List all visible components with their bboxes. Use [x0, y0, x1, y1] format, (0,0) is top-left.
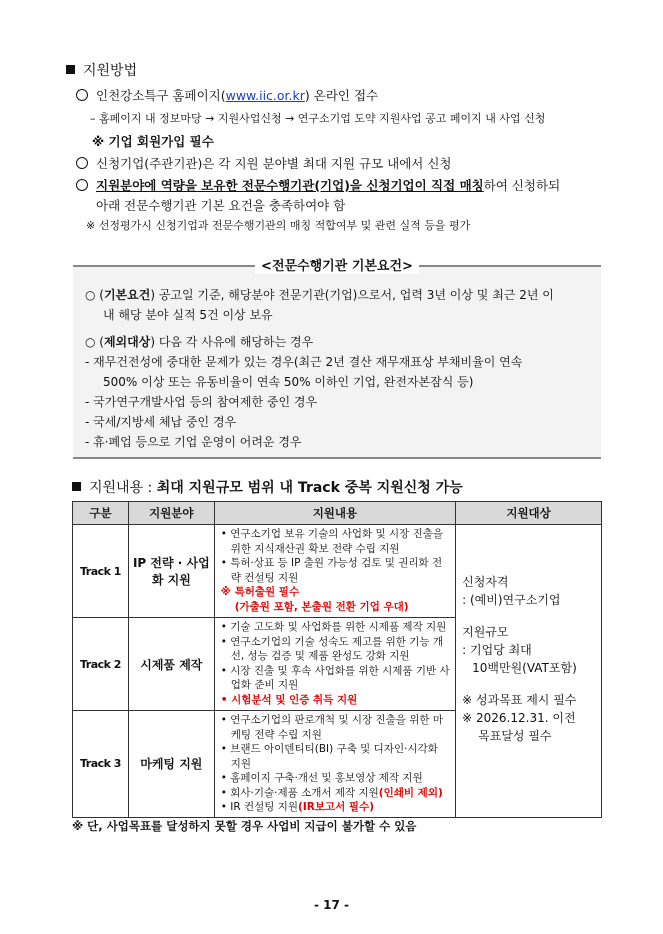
method-item-3: 지원분야에 역량을 보유한 전문수행기관(기업)을 신청기업이 직접 매칭하여 신청하되 — [76, 176, 560, 194]
section-support-content-title: 지원내용 : 최대 지원규모 범위 내 Track 중복 지원신청 가능 — [72, 477, 463, 497]
exclusion-item: - 국세/지방세 체납 중인 경우 — [85, 415, 237, 429]
circle-bullet-icon — [76, 157, 88, 169]
table-header-row — [73, 502, 602, 525]
track-content: • 연구소기업의 판로개척 및 시장 진출을 위한 마케팅 전략 수립 지원 • 브랜드 아이덴티티(BI) 구축 및 디자인·시각화 지원 • 홈페이지 구축·개선 및 홍보영상 제작 지원 • 회사·기술·제품 소개서 제작 지원(인쇄비 제외) • IR 컨설팅 지원(IR보고서 필수) — [214, 711, 455, 818]
method-item-1-note: ※ 기업 회원가입 필수 — [92, 134, 214, 149]
homepage-link[interactable]: www.iic.or.kr — [225, 88, 305, 103]
exclusion-item: - 국가연구개발사업 등의 참여제한 중인 경우 — [85, 395, 318, 409]
header-target: 지원대상 — [456, 502, 602, 525]
footnote: ※ 단, 사업목표를 달성하지 못할 경우 사업비 지급이 불가할 수 있음 — [72, 819, 417, 833]
method-item-2: 신청기업(주관기관)은 각 지원 분야별 최대 지원 규모 내에서 신청 — [76, 154, 452, 172]
exclusion-heading: ○ (제외대상) 다음 각 사유에 해당하는 경우 — [85, 335, 314, 349]
exclusion-item: - 재무건전성에 중대한 문제가 있는 경우(최근 2년 결산 재무재표상 부채비율이 연속 — [85, 355, 523, 369]
basic-requirement: ○ (기본요건) 공고일 기준, 해당분야 전문기관(기업)으로서, 업력 3년 이상 및 최근 2년 이 — [85, 288, 554, 302]
field-label: IP 전략 · 사업화 지원 — [128, 525, 214, 618]
requirements-box — [73, 259, 601, 459]
track-label: Track 1 — [73, 525, 129, 618]
track-label: Track 2 — [73, 618, 129, 711]
track-content: • 연구소기업 보유 기술의 사업화 및 시장 진출을 위한 지식재산권 확보 전략 수립 지원 • 특허·상표 등 IP 출원 가능성 검토 및 권리화 전략 컨설팅 지원 ※ 특허출원 필수 (가출원 포함, 본출원 전환 기업 우대) — [214, 525, 455, 618]
field-label: 시제품 제작 — [128, 618, 214, 711]
circle-bullet-icon — [76, 89, 88, 101]
square-bullet-icon — [72, 482, 81, 491]
target-cell: 신청자격 : (예비)연구소기업 지원규모 : 기업당 최대 10백만원(VAT포함) ※ 성과목표 제시 필수 ※ 2026.12.31. 이전 목표달성 필수 — [456, 525, 602, 818]
track-label: Track 3 — [73, 711, 129, 818]
evaluation-note: ※ 선정평가시 신청기업과 전문수행기관의 매칭 적합여부 및 관련 실적 등을 평가 — [86, 219, 471, 232]
header-field: 지원분야 — [128, 502, 214, 525]
method-item-1-sub: – 홈페이지 내 정보마당 → 지원사업신청 → 연구소기업 도약 지원사업 공고 페이지 내 사업 신청 — [90, 112, 546, 125]
method-item-1: 인천강소특구 홈페이지(www.iic.or.kr) 온라인 접수 — [76, 86, 378, 104]
page-number: - 17 - — [313, 898, 349, 912]
method-item-3-line2: 아래 전문수행기관 기본 요건을 충족하여야 함 — [96, 198, 346, 213]
support-table — [72, 501, 602, 818]
header-category: 구분 — [73, 502, 129, 525]
section-support-method-title: 지원방법 — [66, 60, 137, 80]
header-content: 지원내용 — [214, 502, 455, 525]
requirements-box-title: <전문수행기관 기본요건> — [73, 255, 601, 274]
square-bullet-icon — [66, 65, 75, 74]
circle-bullet-icon — [76, 179, 88, 191]
exclusion-item-cont: 500% 이상 또는 유동비율이 연속 50% 이하인 기업, 완전자본잠식 등) — [103, 375, 474, 389]
exclusion-item: - 휴·폐업 등으로 기업 운영이 어려운 경우 — [85, 435, 302, 449]
field-label: 마케팅 지원 — [128, 711, 214, 818]
basic-requirement-line2: 내 해당 분야 실적 5건 이상 보유 — [103, 308, 273, 322]
track-content: • 기술 고도화 및 사업화를 위한 시제품 제작 지원 • 연구소기업의 기술 성숙도 제고를 위한 기능 개선, 성능 검증 및 제품 완성도 강화 지원 • 시장 진출 및 후속 사업화를 위한 시제품 기반 사업화 준비 지원 • 시험분석 및 인증 취득 지원 — [214, 618, 455, 711]
table-row-track1 — [73, 525, 602, 618]
